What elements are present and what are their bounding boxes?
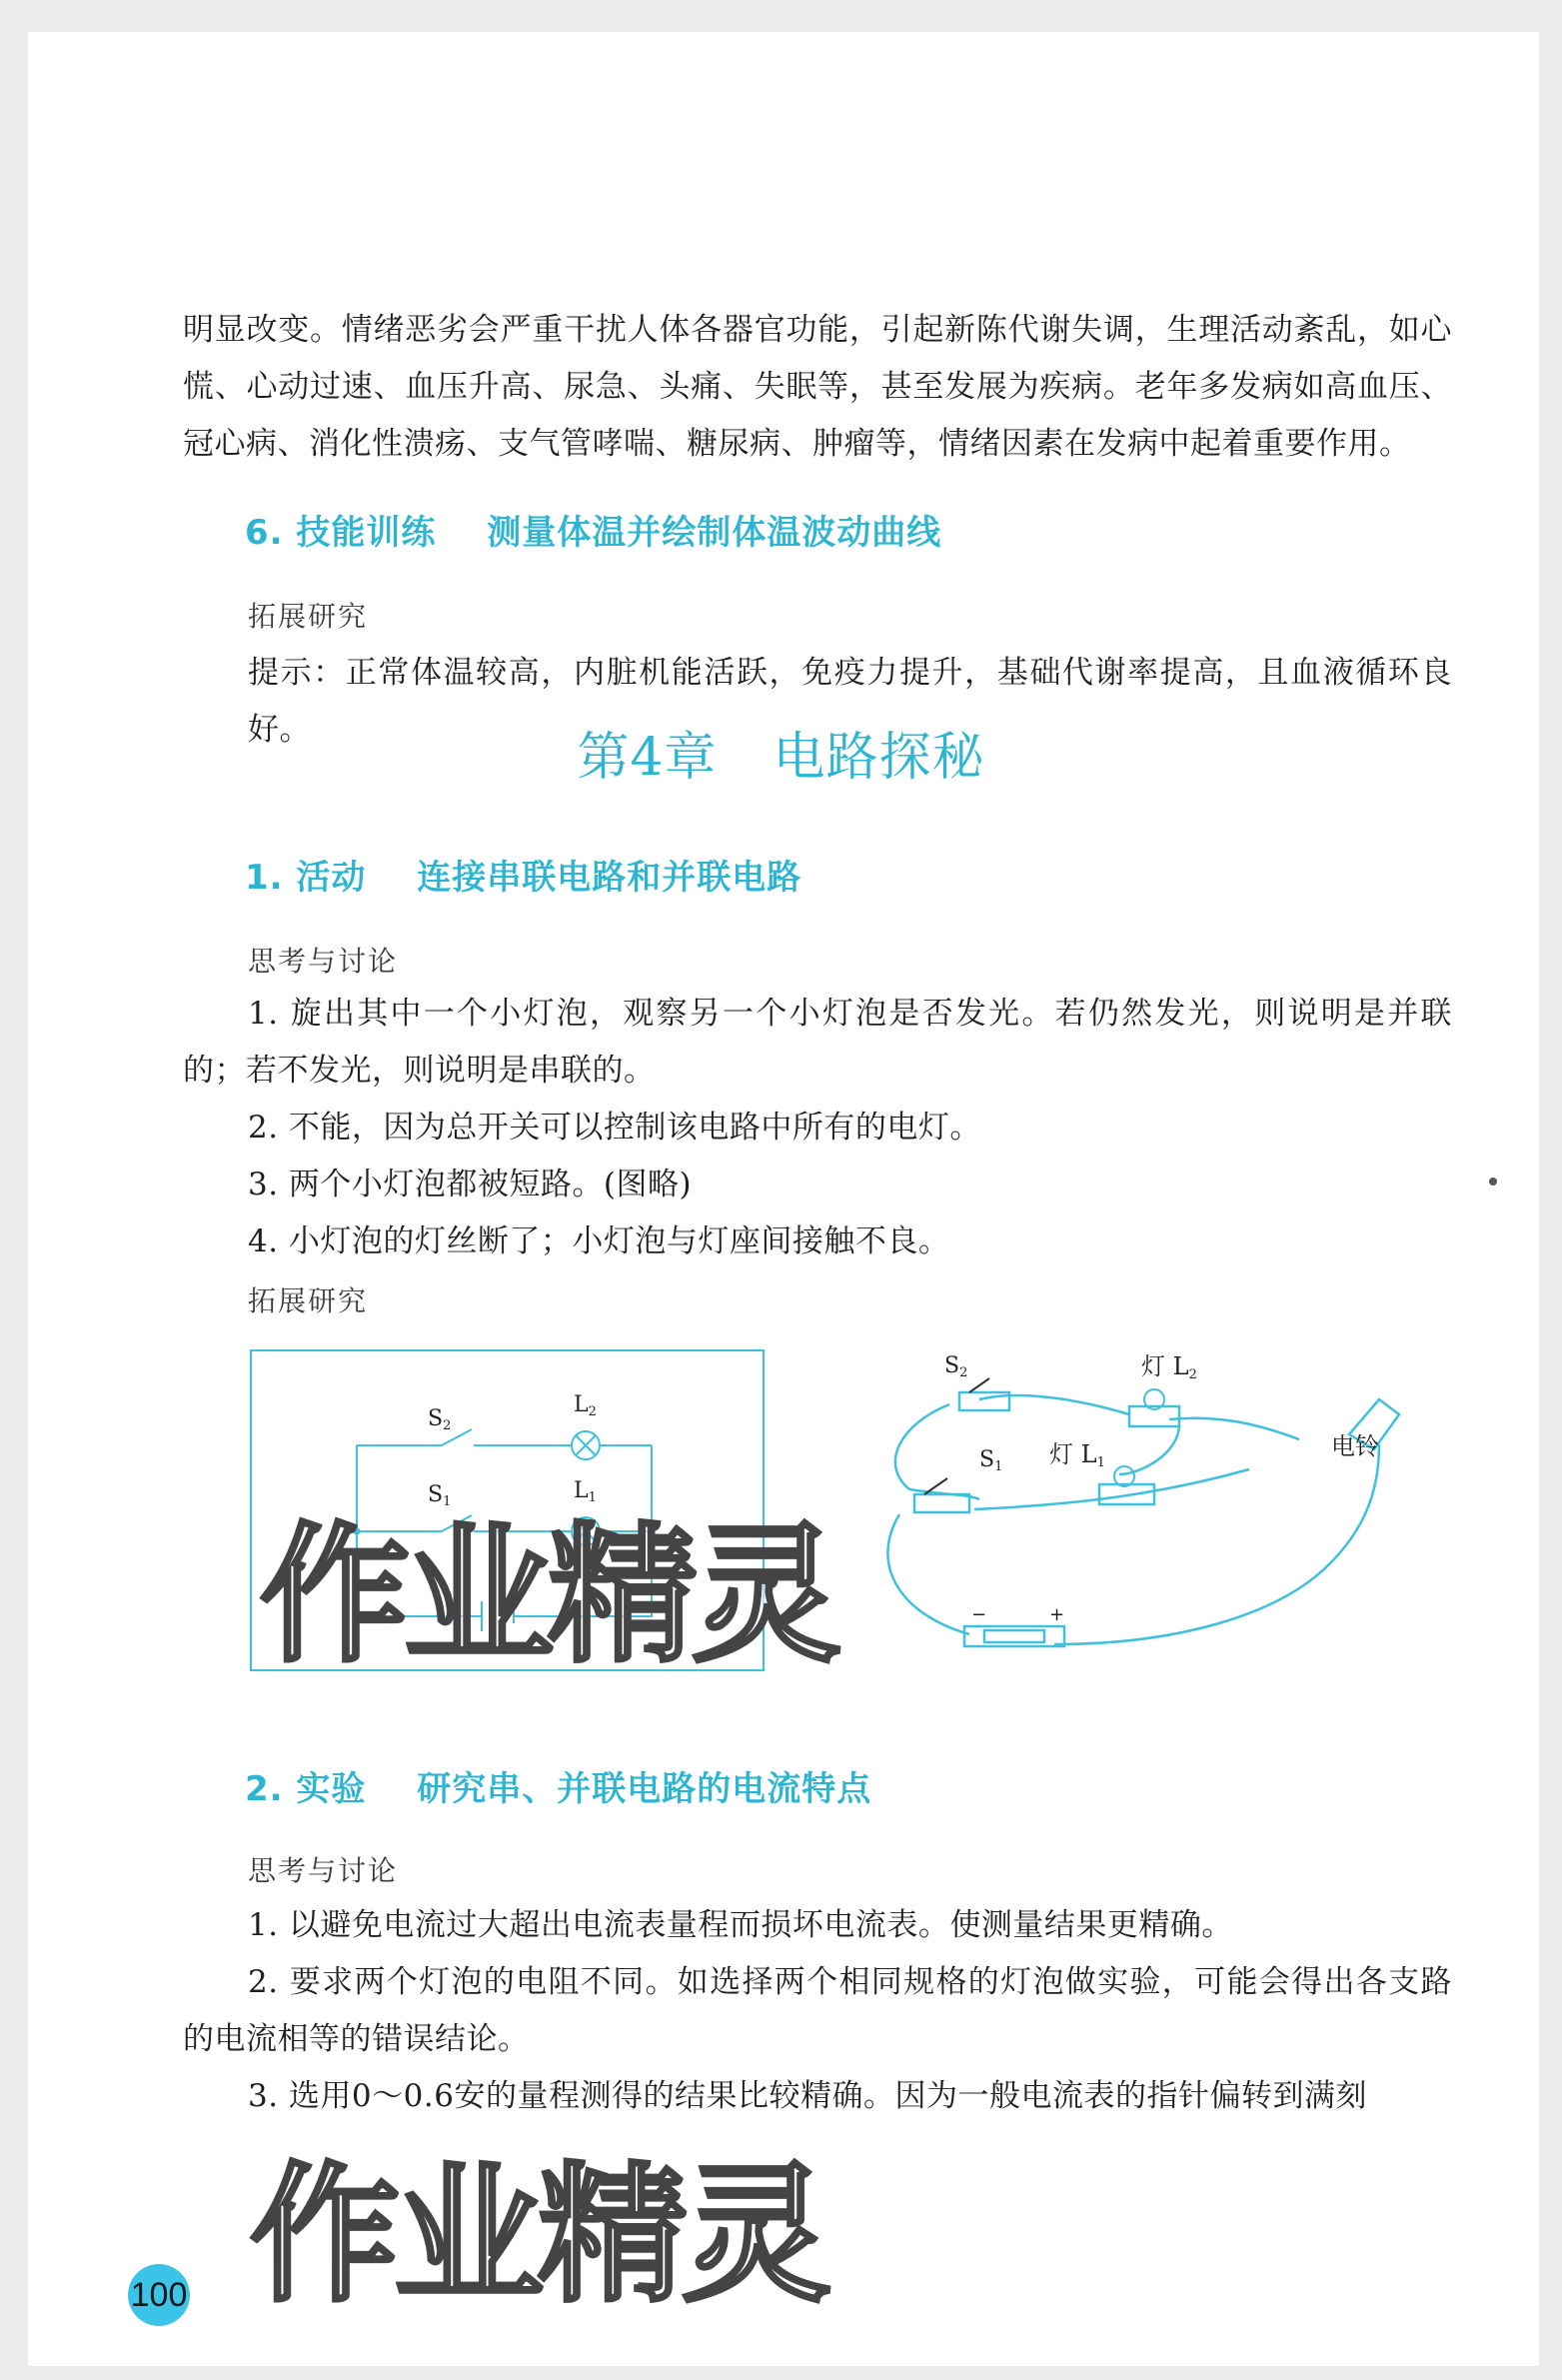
s1-label: S1 (428, 1482, 452, 1509)
section-2-sub: 思考与讨论 (248, 1854, 399, 1887)
section-6-title: 测量体温并绘制体温波动曲线 (487, 513, 942, 553)
battery-plus-label: + (1049, 1604, 1065, 1625)
physical-circuit-svg (879, 1344, 1439, 1674)
section-1-item-1: 1. 旋出其中一个小灯泡，观察另一个小灯泡是否发光。若仍然发光，则说明是并联的；若不发光，则说明是串联的。 (183, 996, 1452, 1089)
chapter-label: 第4章 (577, 728, 718, 788)
section-1-item-3: 3. 两个小灯泡都被短路。(图略) (248, 1167, 693, 1202)
l2-label: L2 (574, 1392, 597, 1419)
section-1-sub2: 拓展研究 (248, 1284, 369, 1317)
l1-label: L1 (574, 1478, 597, 1505)
section-1-title: 连接串联电路和并联电路 (417, 858, 802, 898)
section-1-item-2: 2. 不能，因为总开关可以控制该电路中所有的电灯。 (248, 1110, 981, 1146)
section-1-number: 1. (245, 858, 284, 898)
section-6-sub: 拓展研究 (248, 600, 369, 633)
page-number: 100 (128, 2264, 190, 2326)
section-6-hint: 提示：正常体温较高，内脏机能活跃，免疫力提升，基础代谢率提高，且血液循环良好。 (248, 655, 1452, 748)
watermark: 作业精灵 (260, 1509, 836, 1683)
section-2-heading (245, 1761, 871, 1810)
section-2-number: 2. (245, 1769, 284, 1809)
physical-circuit-diagram (879, 1344, 1439, 1674)
s2-label: S2 (428, 1406, 452, 1433)
chapter-title (0, 715, 1562, 790)
section-1-item-4: 4. 小灯泡的灯丝断了；小灯泡与灯座间接触不良。 (248, 1223, 950, 1259)
bell-label: 电铃 (1331, 1432, 1379, 1460)
chapter-name: 电路探秘 (773, 728, 985, 788)
section-1-sub: 思考与讨论 (248, 945, 399, 978)
lamp-l2-label: 灯 L2 (1141, 1352, 1197, 1382)
section-1-heading (245, 850, 801, 899)
section-2-item-3: 3. 选用0～0.6安的量程测得的结果比较精确。因为一般电流表的指针偏转到满刻 (248, 2078, 1367, 2114)
section-6-number: 6. (245, 513, 284, 553)
section-6-type: 技能训练 (296, 513, 437, 553)
watermark-bottom: 作业精灵 (250, 2149, 826, 2323)
section-2-type: 实验 (296, 1769, 367, 1809)
section-1-type: 活动 (296, 858, 367, 898)
battery-minus-label: − (971, 1604, 987, 1625)
s2-physical-label: S2 (944, 1353, 968, 1380)
margin-dot (1489, 1178, 1497, 1186)
section-2-title: 研究串、并联电路的电流特点 (417, 1769, 872, 1809)
lamp-l1-label: 灯 L1 (1049, 1440, 1105, 1470)
section-6-heading (245, 505, 941, 554)
intro-paragraph: 明显改变。情绪恶劣会严重干扰人体各器官功能，引起新陈代谢失调，生理活动紊乱，如心慌、心动过速、血压升高、尿急、头痛、失眠等，甚至发展为疾病。老年多发病如高血压、冠心病、消化性溃疡、支气管哮喘、糖尿病、肿瘤等，情绪因素在发病中起着重要作用。 (183, 312, 1452, 462)
section-2-item-1: 1. 以避免电流过大超出电流表量程而损坏电流表。使测量结果更精确。 (248, 1907, 1233, 1943)
section-2-item-2: 2. 要求两个灯泡的电阻不同。如选择两个相同规格的灯泡做实验，可能会得出各支路的电流相等的错误结论。 (183, 1964, 1452, 2057)
s1-physical-label: S1 (979, 1447, 1003, 1474)
